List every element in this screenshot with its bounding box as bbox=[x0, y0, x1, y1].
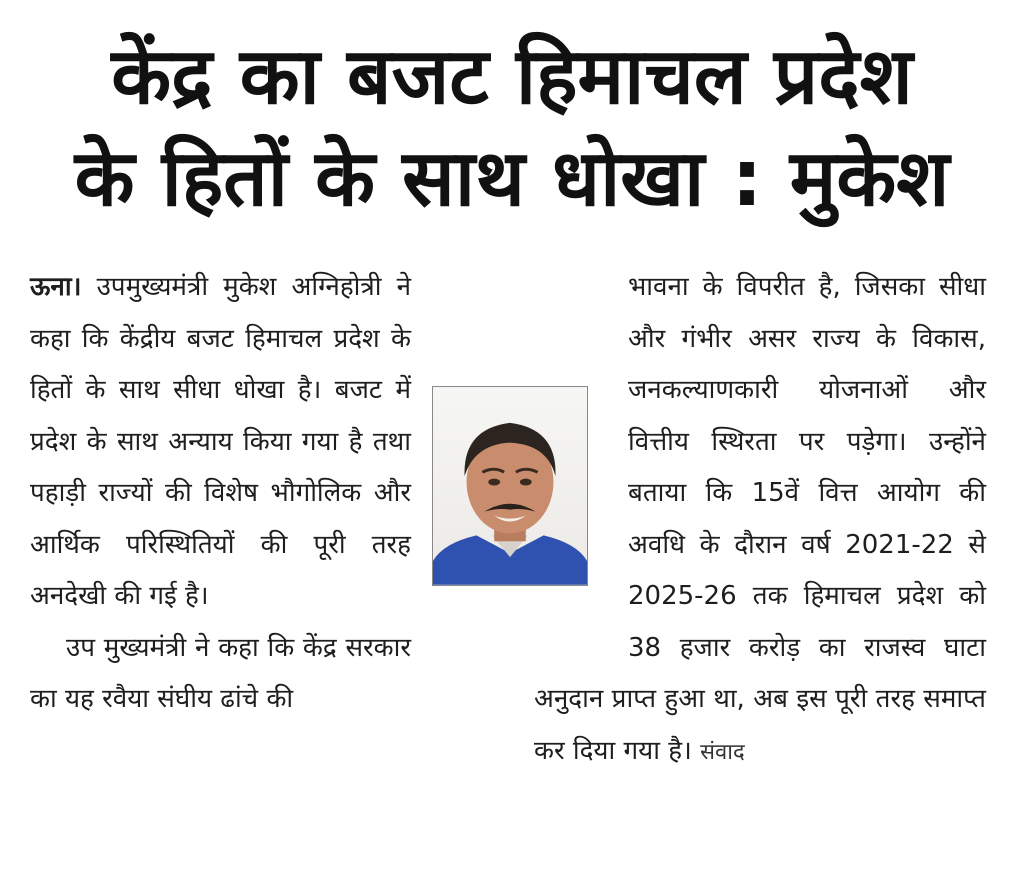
headline-line-2: के हितों के साथ धोखा : मुकेश bbox=[74, 134, 950, 224]
paragraph-1-text: उपमुख्यमंत्री मुकेश अग्निहोत्री ने कहा कि केंद्रीय बजट हिमाचल प्रदेश के हितों के साथ सीधा धोखा है। बजट में प्रदेश के साथ अन्याय किया गया है तथा पहाड़ी राज्यों की विशेष भौगोलिक और आर्थिक परिस्थितियों की पूरी तरह अनदेखी की गई है। bbox=[30, 272, 411, 611]
article-column-left bbox=[30, 262, 485, 726]
article-column-right bbox=[534, 262, 986, 778]
right-eye bbox=[520, 479, 532, 486]
portrait-photo bbox=[432, 386, 588, 586]
headline-line-1: केंद्र का बजट हिमाचल प्रदेश bbox=[111, 32, 913, 122]
left-eye bbox=[488, 479, 500, 486]
portrait-illustration bbox=[433, 387, 587, 585]
article-paragraph-2-start: उप मुख्यमंत्री ने कहा कि केंद्र सरकार का यह रवैया संघीय ढांचे की bbox=[30, 632, 411, 714]
dateline: ऊना। bbox=[30, 272, 82, 302]
paragraph-2-text: भावना के विपरीत है, जिसका सीधा और गंभीर असर राज्य के विकास, जनकल्याणकारी योजनाओं और वित्तीय स्थिरता पर पड़ेगा। उन्होंने बताया कि 15वें वित्त आयोग की अवधि के दौरान वर्ष 2021-22 से 2025-26 तक हिमाचल प्रदेश को 38 हजार करोड़ का राजस्व घाटा अनुदान प्राप्त हुआ था, अब इस पूरी तरह समाप्त कर दिया गया है। bbox=[534, 272, 986, 766]
news-credit: संवाद bbox=[700, 739, 745, 765]
